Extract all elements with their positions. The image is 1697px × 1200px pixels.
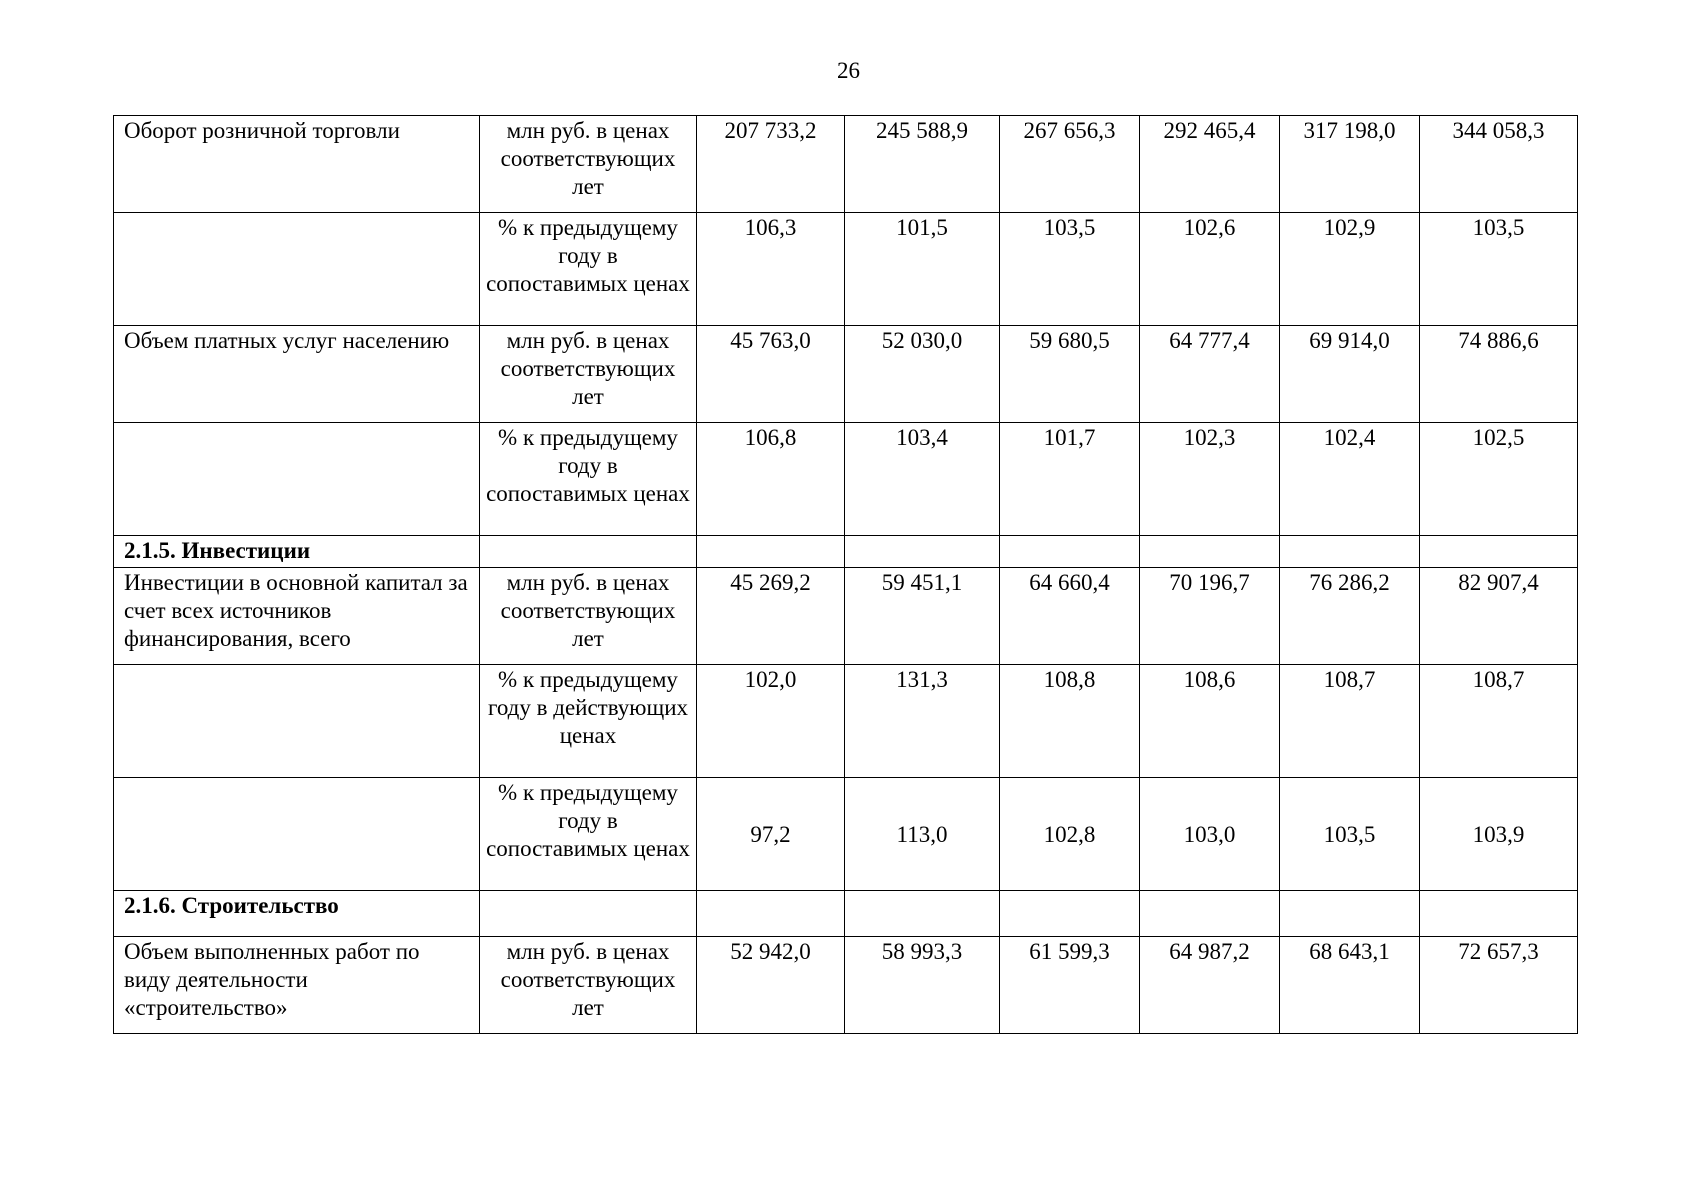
table-row — [114, 778, 1578, 891]
value-cell: 68 643,1 — [1280, 937, 1420, 1034]
empty-cell — [1420, 536, 1578, 568]
value-cell: 106,3 — [697, 213, 845, 326]
indicator-name — [114, 423, 480, 536]
empty-cell — [697, 536, 845, 568]
value-cell: 245 588,9 — [845, 116, 1000, 213]
indicator-name — [114, 778, 480, 891]
value-cell: 344 058,3 — [1420, 116, 1578, 213]
value-cell: 64 660,4 — [1000, 568, 1140, 665]
unit-of-measure: % к предыдущему году в сопоставимых ценах — [480, 213, 697, 326]
indicator-name: Объем выполненных работ по виду деятельности «строительство» — [114, 937, 480, 1034]
value-cell: 103,5 — [1280, 778, 1420, 891]
value-cell: 103,4 — [845, 423, 1000, 536]
value-cell: 108,6 — [1140, 665, 1280, 778]
unit-of-measure: % к предыдущему году в сопоставимых ценах — [480, 778, 697, 891]
page-number: 26 — [837, 58, 860, 83]
value-cell: 103,5 — [1420, 213, 1578, 326]
value-cell: 207 733,2 — [697, 116, 845, 213]
value-cell: 292 465,4 — [1140, 116, 1280, 213]
value-cell: 101,7 — [1000, 423, 1140, 536]
value-cell: 58 993,3 — [845, 937, 1000, 1034]
indicator-name — [114, 213, 480, 326]
section-row — [114, 891, 1578, 937]
empty-cell — [845, 536, 1000, 568]
value-cell: 102,4 — [1280, 423, 1420, 536]
empty-cell — [697, 891, 845, 937]
indicators-table — [113, 115, 1578, 1034]
unit-of-measure: млн руб. в ценах соответствующих лет — [480, 116, 697, 213]
indicator-name: Объем платных услуг населению — [114, 326, 480, 423]
value-cell: 103,0 — [1140, 778, 1280, 891]
value-cell: 102,6 — [1140, 213, 1280, 326]
value-cell: 267 656,3 — [1000, 116, 1140, 213]
value-cell: 59 451,1 — [845, 568, 1000, 665]
value-cell: 72 657,3 — [1420, 937, 1578, 1034]
unit-of-measure: млн руб. в ценах соответствующих лет — [480, 568, 697, 665]
value-cell: 108,7 — [1420, 665, 1578, 778]
value-cell: 76 286,2 — [1280, 568, 1420, 665]
table-row — [114, 213, 1578, 326]
section-row — [114, 536, 1578, 568]
value-cell: 97,2 — [697, 778, 845, 891]
empty-cell — [1280, 891, 1420, 937]
empty-cell — [1000, 891, 1140, 937]
value-cell: 102,8 — [1000, 778, 1140, 891]
empty-cell — [1000, 536, 1140, 568]
value-cell: 108,8 — [1000, 665, 1140, 778]
value-cell: 64 987,2 — [1140, 937, 1280, 1034]
value-cell: 131,3 — [845, 665, 1000, 778]
unit-of-measure: млн руб. в ценах соответствующих лет — [480, 937, 697, 1034]
value-cell: 82 907,4 — [1420, 568, 1578, 665]
section-heading: 2.1.5. Инвестиции — [114, 536, 480, 568]
empty-cell — [1420, 891, 1578, 937]
table-row — [114, 665, 1578, 778]
value-cell: 102,3 — [1140, 423, 1280, 536]
value-cell: 69 914,0 — [1280, 326, 1420, 423]
value-cell: 102,5 — [1420, 423, 1578, 536]
value-cell: 70 196,7 — [1140, 568, 1280, 665]
value-cell: 45 269,2 — [697, 568, 845, 665]
indicator-name: Инвестиции в основной капитал за счет всех источников финансирования, всего — [114, 568, 480, 665]
section-heading: 2.1.6. Строительство — [114, 891, 480, 937]
value-cell: 106,8 — [697, 423, 845, 536]
value-cell: 61 599,3 — [1000, 937, 1140, 1034]
unit-of-measure: млн руб. в ценах соответствующих лет — [480, 326, 697, 423]
unit-of-measure: % к предыдущему году в действующих ценах — [480, 665, 697, 778]
empty-cell — [1280, 536, 1420, 568]
value-cell: 74 886,6 — [1420, 326, 1578, 423]
indicator-name: Оборот розничной торговли — [114, 116, 480, 213]
indicator-name — [114, 665, 480, 778]
empty-cell — [845, 891, 1000, 937]
value-cell: 103,5 — [1000, 213, 1140, 326]
empty-cell — [1140, 891, 1280, 937]
empty-cell — [480, 536, 697, 568]
table-row — [114, 116, 1578, 213]
table-row — [114, 568, 1578, 665]
value-cell: 45 763,0 — [697, 326, 845, 423]
value-cell: 113,0 — [845, 778, 1000, 891]
unit-of-measure: % к предыдущему году в сопоставимых ценах — [480, 423, 697, 536]
value-cell: 64 777,4 — [1140, 326, 1280, 423]
table-row — [114, 326, 1578, 423]
value-cell: 101,5 — [845, 213, 1000, 326]
value-cell: 102,9 — [1280, 213, 1420, 326]
value-cell: 108,7 — [1280, 665, 1420, 778]
value-cell: 52 942,0 — [697, 937, 845, 1034]
value-cell: 52 030,0 — [845, 326, 1000, 423]
table-row — [114, 423, 1578, 536]
value-cell: 317 198,0 — [1280, 116, 1420, 213]
value-cell: 103,9 — [1420, 778, 1578, 891]
empty-cell — [1140, 536, 1280, 568]
empty-cell — [480, 891, 697, 937]
value-cell: 59 680,5 — [1000, 326, 1140, 423]
value-cell: 102,0 — [697, 665, 845, 778]
table-row — [114, 937, 1578, 1034]
